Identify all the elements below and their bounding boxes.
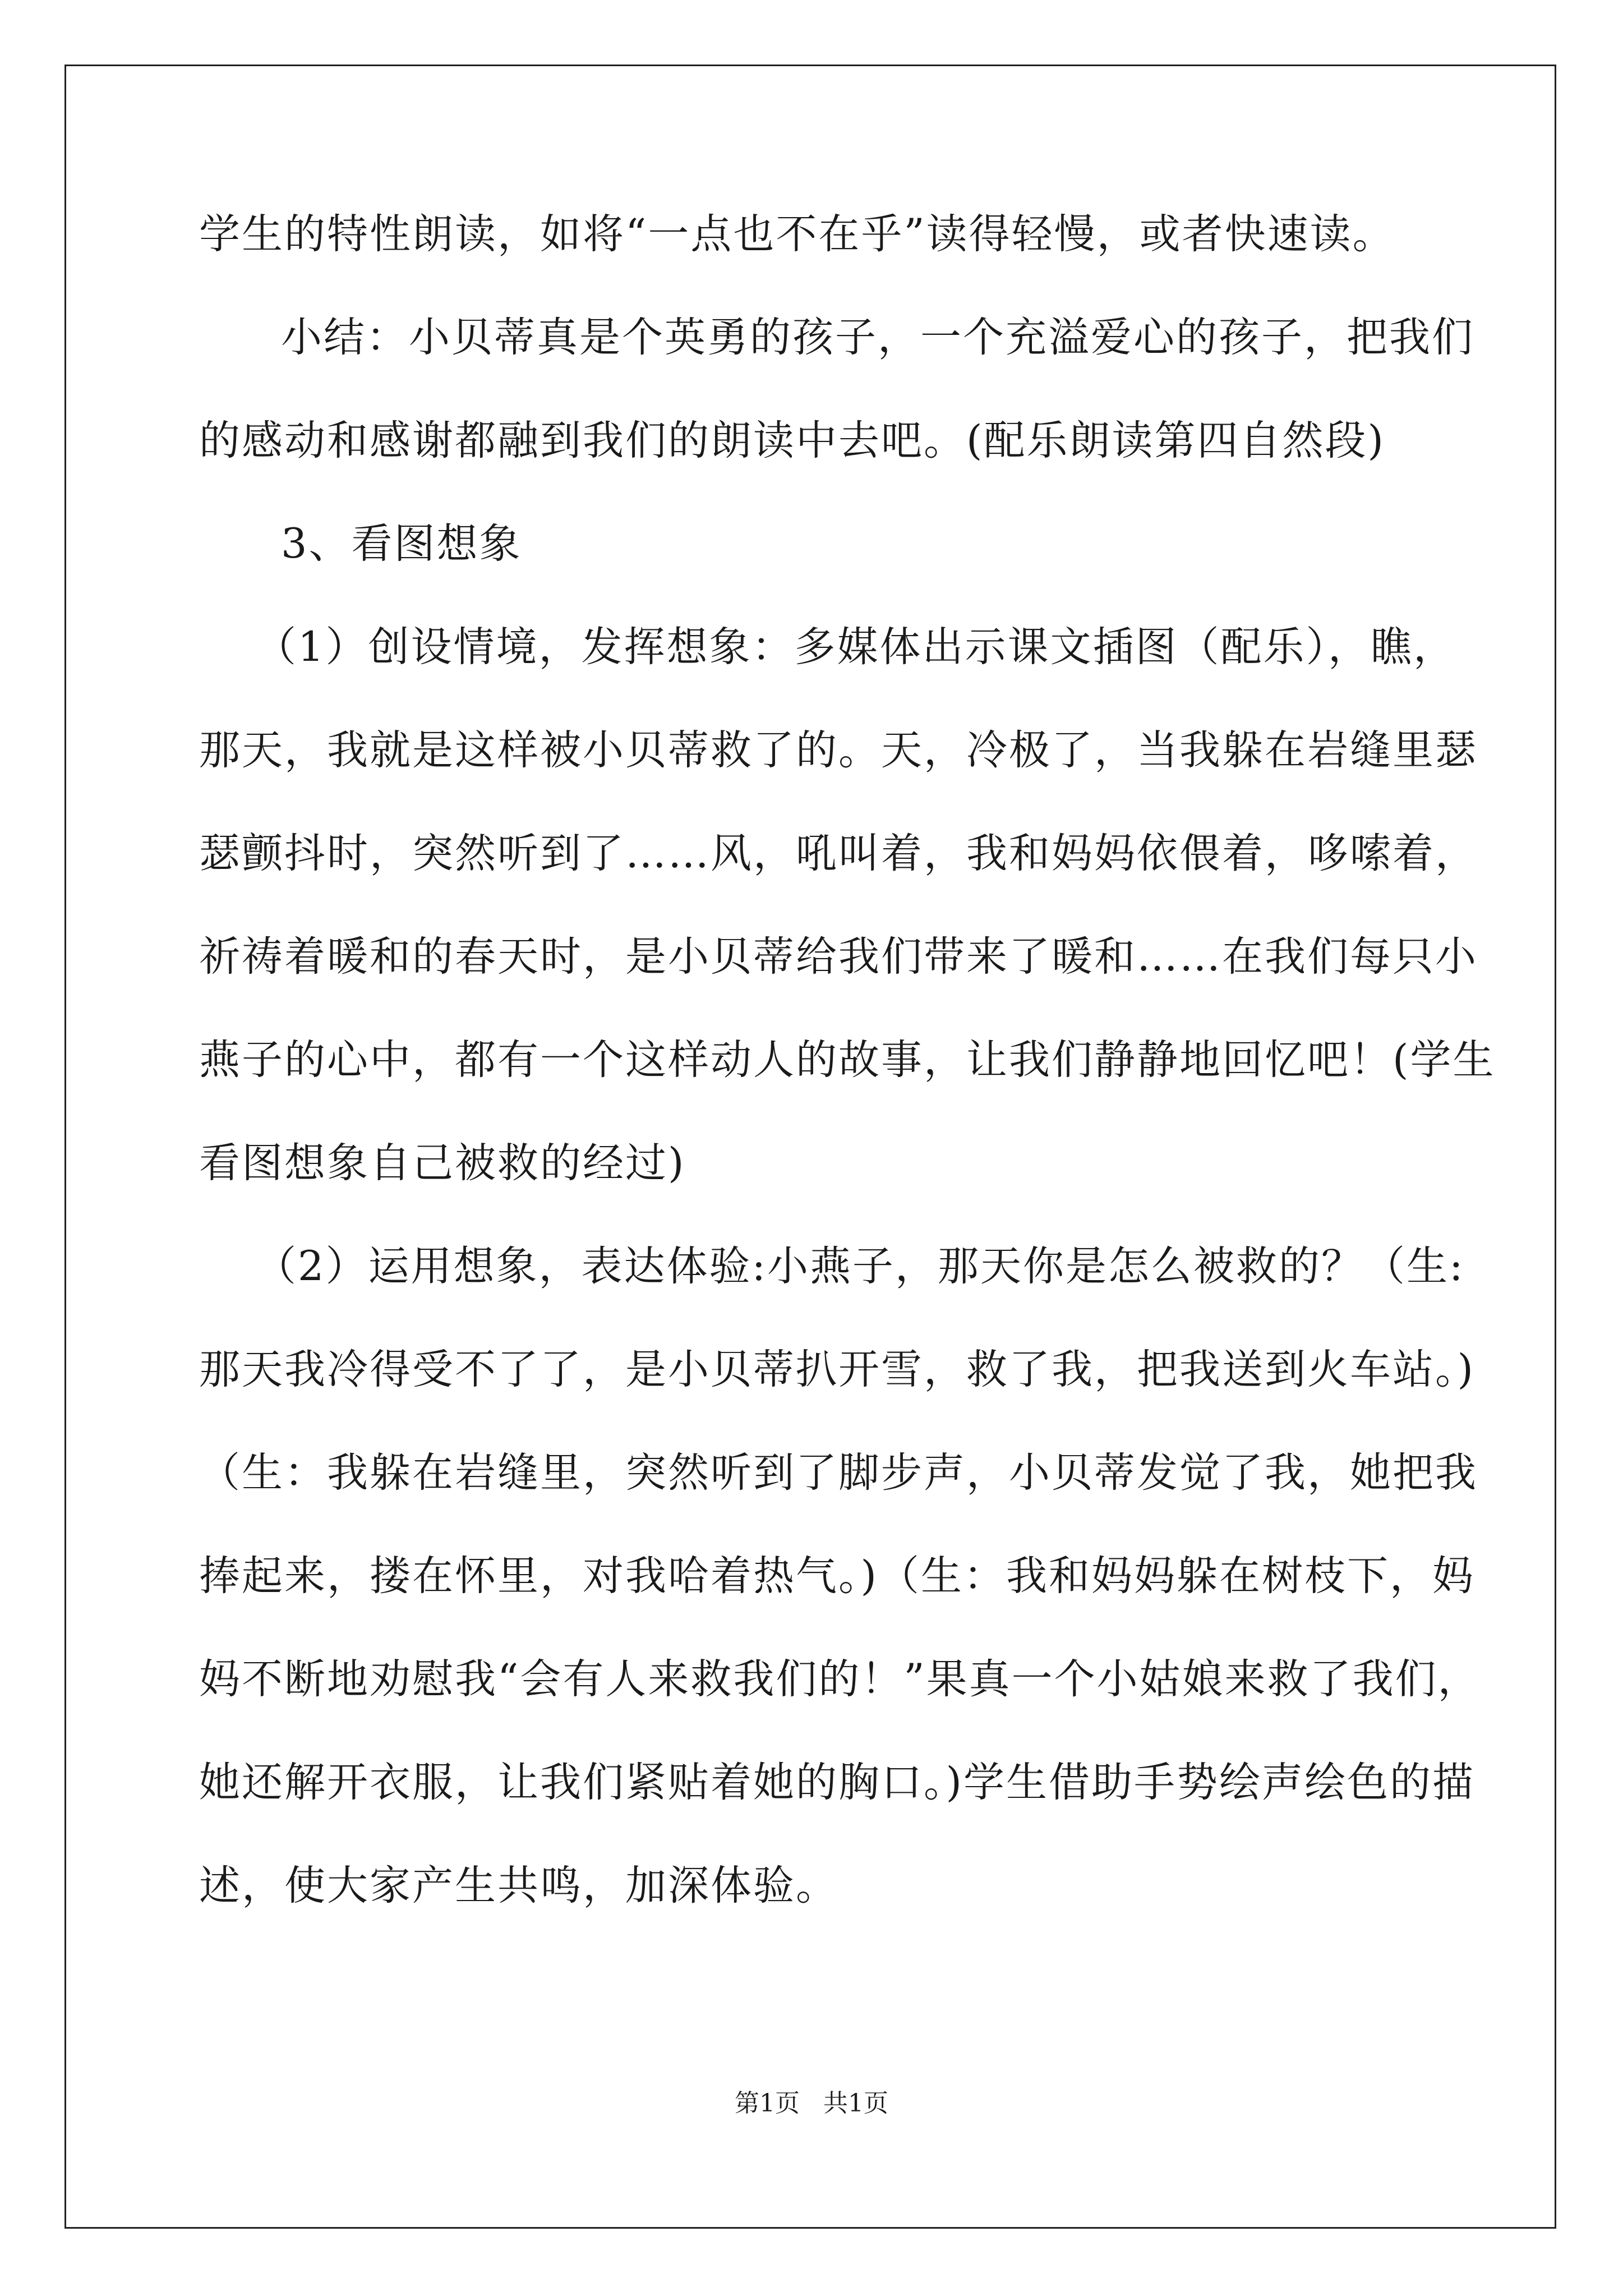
paragraph-line: 述，使大家产生共鸣，加深体验。 <box>199 1862 838 1910</box>
paragraph-line: 那天，我就是这样被小贝蒂救了的。天，冷极了，当我躲在岩缝里瑟 <box>199 726 1478 774</box>
paragraph-line: 捧起来，搂在怀里，对我哈着热气。)（生：我和妈妈躲在树枝下，妈 <box>199 1552 1475 1600</box>
paragraph-line: （2）运用想象，表达体验:小燕子，那天你是怎么被救的？（生: <box>255 1243 1465 1290</box>
paragraph-line: （生：我躲在岩缝里，突然听到了脚步声，小贝蒂发觉了我，她把我 <box>199 1449 1478 1497</box>
paragraph-line: 小结：小贝蒂真是个英勇的孩子，一个充溢爱心的孩子，把我们 <box>281 314 1474 361</box>
page-number: 第1页 <box>735 2089 800 2118</box>
paragraph-line: 燕子的心中，都有一个这样动人的故事，让我们静静地回忆吧！(学生 <box>199 1036 1496 1084</box>
paragraph-line: 妈不断地劝慰我“会有人来救我们的！”果真一个小姑娘来救了我们， <box>199 1655 1481 1703</box>
paragraph-line: 看图想象自己被救的经过) <box>199 1139 686 1187</box>
section-heading: 3、看图想象 <box>281 520 522 568</box>
page-total: 共1页 <box>823 2089 888 2118</box>
paragraph-line: 学生的特性朗读，如将“一点也不在乎”读得轻慢，或者快速读。 <box>199 210 1395 258</box>
paragraph-line: （1）创设情境，发挥想象：多媒体出示课文插图（配乐），瞧， <box>255 623 1456 671</box>
page-footer <box>0 2087 1623 2120</box>
paragraph-line: 的感动和感谢都融到我们的朗读中去吧。(配乐朗读第四自然段) <box>199 417 1385 464</box>
paragraph-line: 祈祷着暖和的春天时，是小贝蒂给我们带来了暖和……在我们每只小 <box>199 933 1478 981</box>
paragraph-line: 她还解开衣服，让我们紧贴着她的胸口。)学生借助手势绘声绘色的描 <box>199 1759 1475 1806</box>
paragraph-line: 那天我冷得受不了了，是小贝蒂扒开雪，救了我，把我送到火车站。) <box>199 1346 1475 1393</box>
paragraph-line: 瑟颤抖时，突然听到了……风，吼叫着，我和妈妈依偎着，哆嗦着， <box>199 830 1478 877</box>
